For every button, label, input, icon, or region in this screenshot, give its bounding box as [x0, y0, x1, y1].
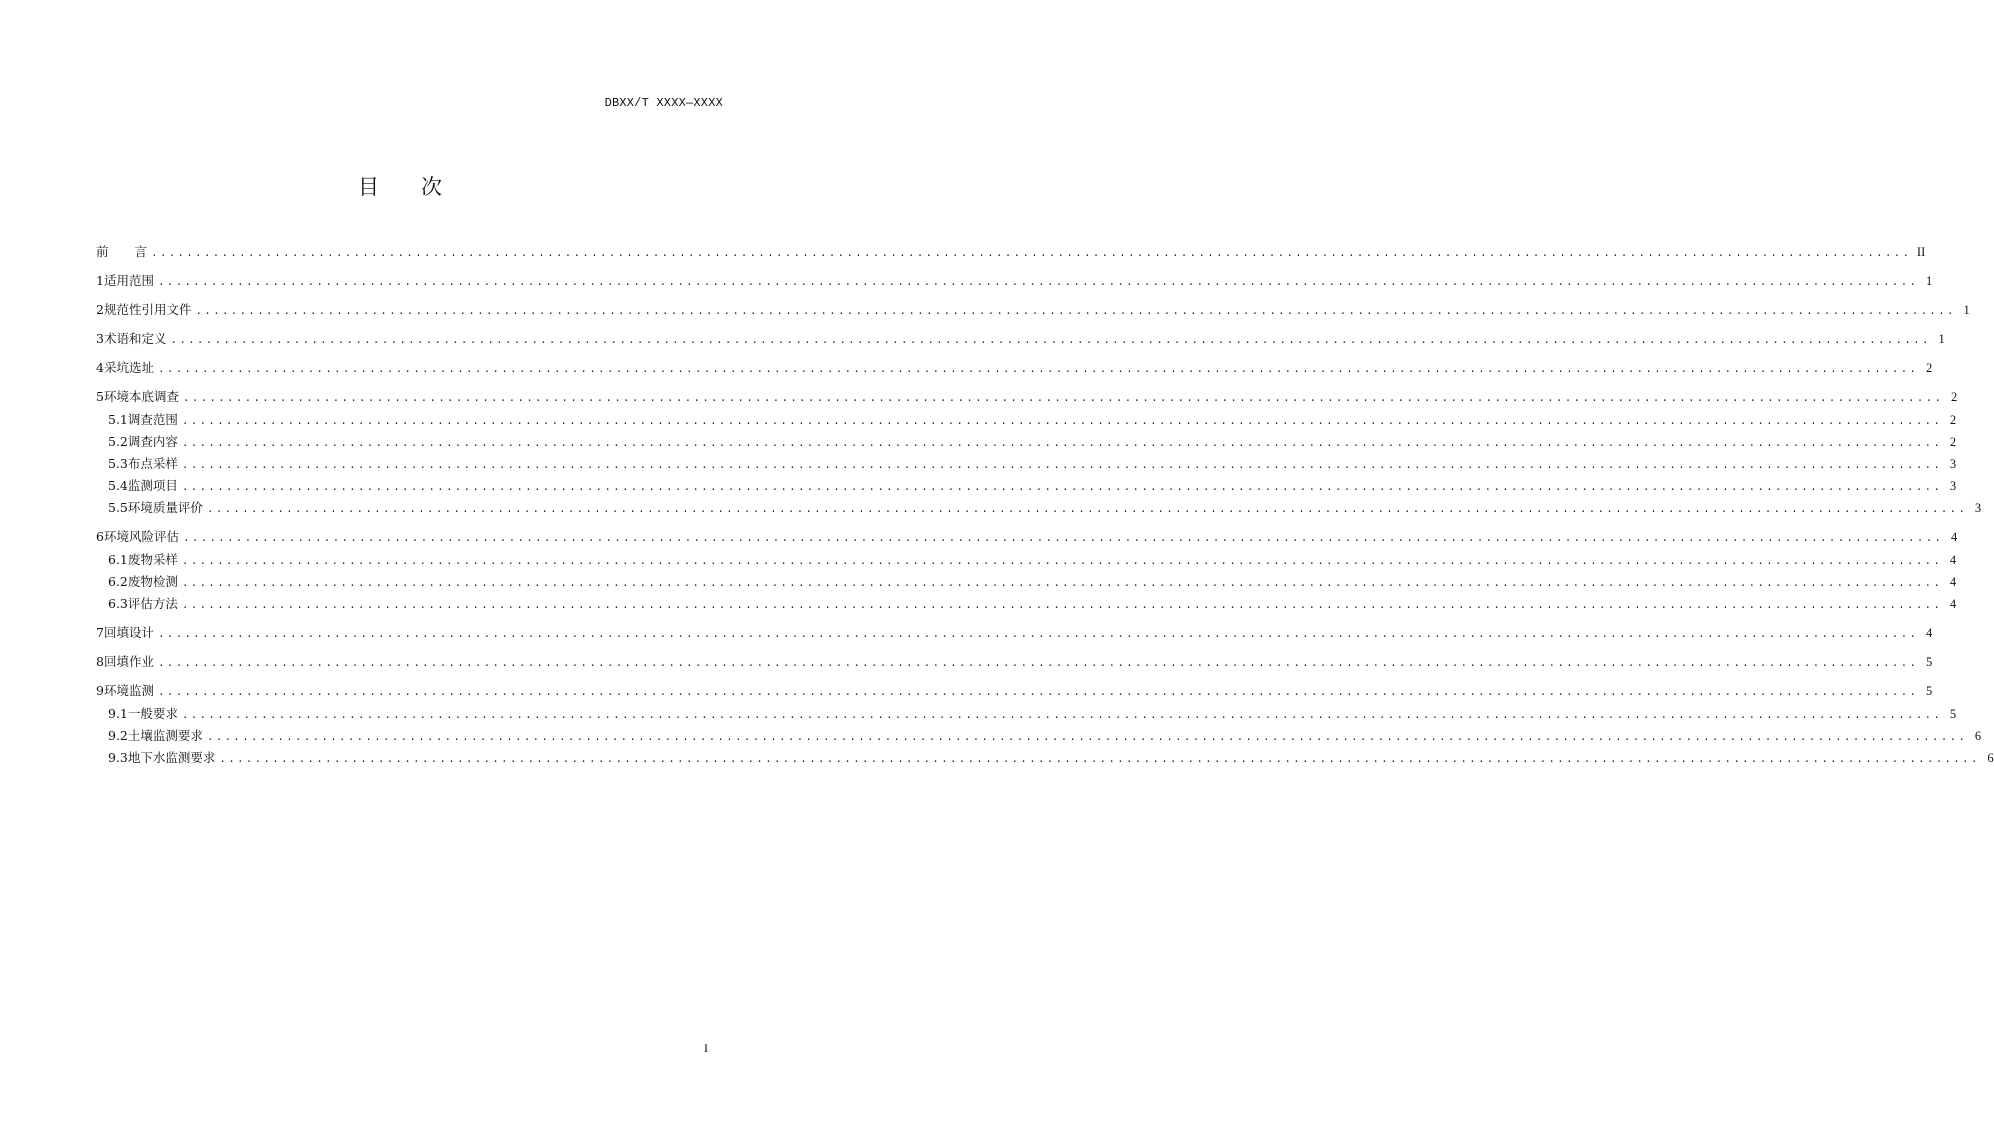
toc-entry[interactable] [96, 410, 1957, 432]
toc-entry[interactable] [96, 358, 1933, 380]
toc-entry-number: 6.3 [108, 596, 128, 611]
toc-page-number: 3 [1974, 501, 1982, 515]
toc-entry-number: 4 [96, 360, 104, 375]
toc-entry-label: 采坑选址 [103, 360, 154, 375]
toc-leader: ........................................................................................................................................................................................................ [181, 578, 1943, 590]
toc-leader: ........................................................................................................................................................................................................ [181, 556, 1943, 568]
toc-leader: ........................................................................................................................................................................................................ [181, 482, 1943, 494]
toc-leader: ........................................................................................................................................................................................................ [157, 687, 1919, 699]
toc-entry[interactable] [96, 726, 1982, 748]
toc-entry[interactable] [96, 498, 1982, 520]
toc-entry[interactable] [96, 329, 1945, 351]
toc-page-number: 1 [1925, 274, 1933, 288]
toc-entry[interactable] [96, 681, 1933, 703]
toc-entry[interactable] [96, 550, 1957, 572]
toc-entry-number: 5 [96, 389, 104, 404]
toc-leader: ........................................................................................................................................................................................................ [157, 629, 1919, 641]
toc-entry-label: 回填作业 [103, 654, 154, 669]
toc-entry-label: 调查内容 [127, 434, 178, 449]
toc-entry[interactable] [96, 300, 1970, 322]
toc-page-number: 4 [1949, 553, 1957, 567]
toc-entry-label: 地下水监测要求 [127, 750, 216, 765]
page-number: I [704, 1041, 708, 1055]
toc-entry[interactable] [96, 652, 1933, 674]
toc-entry-number: 9 [96, 683, 104, 698]
toc-page-number: 4 [1949, 597, 1957, 611]
toc-entry-number: 6 [96, 529, 104, 544]
toc-entry-label: 术语和定义 [103, 331, 167, 346]
toc-leader: ........................................................................................................................................................................................................ [219, 754, 1980, 766]
toc-entry-number: 9.1 [108, 706, 128, 721]
toc-entry[interactable] [96, 527, 1958, 549]
toc-page-number: 4 [1925, 626, 1933, 640]
toc-entry-label: 布点采样 [127, 456, 178, 471]
toc-entry-label: 环境本底调查 [103, 389, 179, 404]
toc-entry-label: 监测项目 [127, 478, 178, 493]
toc-entry-label: 土壤监测要求 [127, 728, 203, 743]
toc-leader: ........................................................................................................................................................................................................ [151, 248, 1912, 260]
toc-entry[interactable] [96, 572, 1957, 594]
toc-leader: ........................................................................................................................................................................................................ [157, 364, 1919, 376]
toc-leader: ........................................................................................................................................................................................................ [157, 277, 1919, 289]
toc-entry-label: 环境风险评估 [103, 529, 179, 544]
toc-entry-number: 6.1 [108, 552, 128, 567]
toc-entry-preface[interactable] [96, 242, 1926, 264]
toc-entry-label: 调查范围 [127, 412, 178, 427]
toc-leader: ........................................................................................................................................................................................................ [181, 600, 1943, 612]
toc-entry-number: 5.3 [108, 456, 128, 471]
toc-page-number: 6 [1987, 751, 1994, 765]
title-char-1: 目 [358, 175, 379, 199]
toc-entry-number: 5.2 [108, 434, 128, 449]
toc-entry-number: 7 [96, 625, 104, 640]
toc-entry-label: 适用范围 [103, 273, 154, 288]
toc-entry-number: 1 [96, 273, 104, 288]
toc-leader: ........................................................................................................................................................................................................ [181, 438, 1943, 450]
toc-entry[interactable] [96, 748, 1994, 770]
page-title [0, 171, 800, 201]
toc-entry[interactable] [96, 594, 1957, 616]
toc-page-number: 1 [1963, 303, 1970, 317]
toc-page-number: 2 [1925, 361, 1933, 375]
toc-entry-label: 回填设计 [103, 625, 154, 640]
toc-leader: ........................................................................................................................................................................................................ [206, 504, 1968, 516]
toc-page-number: 2 [1950, 390, 1958, 404]
toc-entry[interactable] [96, 271, 1933, 293]
toc-entry-number: 3 [96, 331, 104, 346]
table-of-contents [96, 242, 1994, 770]
toc-entry[interactable] [96, 432, 1957, 454]
toc-leader: ........................................................................................................................................................................................................ [181, 416, 1943, 428]
toc-page-number: 2 [1949, 435, 1957, 449]
toc-entry-number: 5.4 [108, 478, 128, 493]
toc-entry-label: 废物检测 [127, 574, 178, 589]
toc-entry[interactable] [96, 476, 1957, 498]
toc-leader: ........................................................................................................................................................................................................ [157, 658, 1919, 670]
toc-entry-number: 6.2 [108, 574, 128, 589]
toc-page-number: 5 [1949, 707, 1957, 721]
toc-page-number: 3 [1949, 479, 1957, 493]
toc-page-number: 2 [1949, 413, 1957, 427]
title-char-2: 次 [421, 175, 442, 199]
toc-entry[interactable] [96, 454, 1957, 476]
toc-entry-number: 5.1 [108, 412, 128, 427]
toc-entry-label: 环境监测 [103, 683, 154, 698]
toc-leader: ........................................................................................................................................................................................................ [195, 306, 1956, 318]
toc-leader: ........................................................................................................................................................................................................ [181, 710, 1943, 722]
toc-preface-label: 前 言 [96, 244, 148, 259]
toc-entry-label: 评估方法 [127, 596, 178, 611]
toc-page-number: 5 [1925, 655, 1933, 669]
toc-entry-number: 8 [96, 654, 104, 669]
toc-page-number: 4 [1949, 575, 1957, 589]
toc-entry-label: 环境质量评价 [127, 500, 203, 515]
toc-page-number: 5 [1925, 684, 1933, 698]
toc-entry-number: 2 [96, 302, 104, 317]
toc-page-number: 3 [1949, 457, 1957, 471]
toc-page-number: 4 [1950, 530, 1958, 544]
toc-entry[interactable] [96, 704, 1957, 726]
toc-entry-number: 5.5 [108, 500, 128, 515]
toc-entry-number: 9.3 [108, 750, 128, 765]
toc-leader: ........................................................................................................................................................................................................ [182, 393, 1944, 405]
document-code: DBXX/T XXXX—XXXX [604, 96, 723, 110]
toc-leader: ........................................................................................................................................................................................................ [182, 533, 1944, 545]
toc-entry-label: 一般要求 [127, 706, 178, 721]
toc-entry-number: 9.2 [108, 728, 128, 743]
toc-page-number: 6 [1974, 729, 1982, 743]
toc-leader: ........................................................................................................................................................................................................ [170, 335, 1931, 347]
toc-leader: ........................................................................................................................................................................................................ [206, 732, 1968, 744]
toc-entry[interactable] [96, 623, 1933, 645]
toc-entry[interactable] [96, 387, 1958, 409]
toc-leader: ........................................................................................................................................................................................................ [181, 460, 1943, 472]
toc-entry-label: 规范性引用文件 [103, 302, 192, 317]
toc-entry-label: 废物采样 [127, 552, 178, 567]
toc-page-number: 1 [1938, 332, 1945, 346]
toc-page-number: II [1916, 245, 1926, 259]
